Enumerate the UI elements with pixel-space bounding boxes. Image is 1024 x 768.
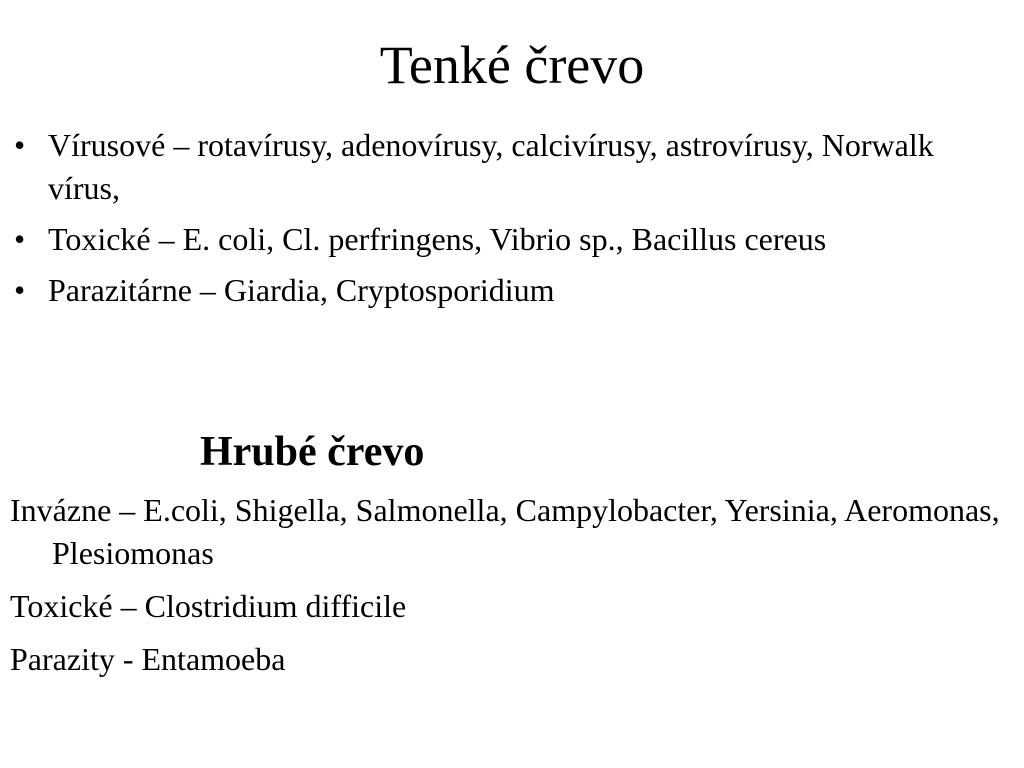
list-item (0, 124, 1010, 210)
list-item (0, 269, 1010, 312)
section-heading: Hrubé črevo (200, 429, 425, 475)
list-item (0, 218, 1010, 261)
bullet-icon: • (14, 221, 26, 257)
list-item-text: Toxické – E. coli, Cl. perfringens, Vibrio sp., Bacillus cereus (48, 221, 827, 257)
bullet-icon: • (14, 127, 26, 163)
small-intestine-list (0, 124, 1010, 320)
list-item: Toxické – Clostridium difficile (10, 588, 407, 624)
list-item: Parazity - Entamoeba (10, 641, 286, 677)
list-item-text: Vírusové – rotavírusy, adenovírusy, calcivírusy, astrovírusy, Norwalk vírus, (48, 127, 934, 206)
slide-title: Tenké črevo (379, 35, 645, 95)
bullet-icon: • (14, 272, 26, 308)
list-item: Invázne – E.coli, Shigella, Salmonella, Campylobacter, Yersinia, Aeromonas, Plesiomonas (10, 492, 1000, 571)
list-item-text: Parazitárne – Giardia, Cryptosporidium (48, 272, 555, 308)
large-intestine-list (0, 489, 1010, 691)
